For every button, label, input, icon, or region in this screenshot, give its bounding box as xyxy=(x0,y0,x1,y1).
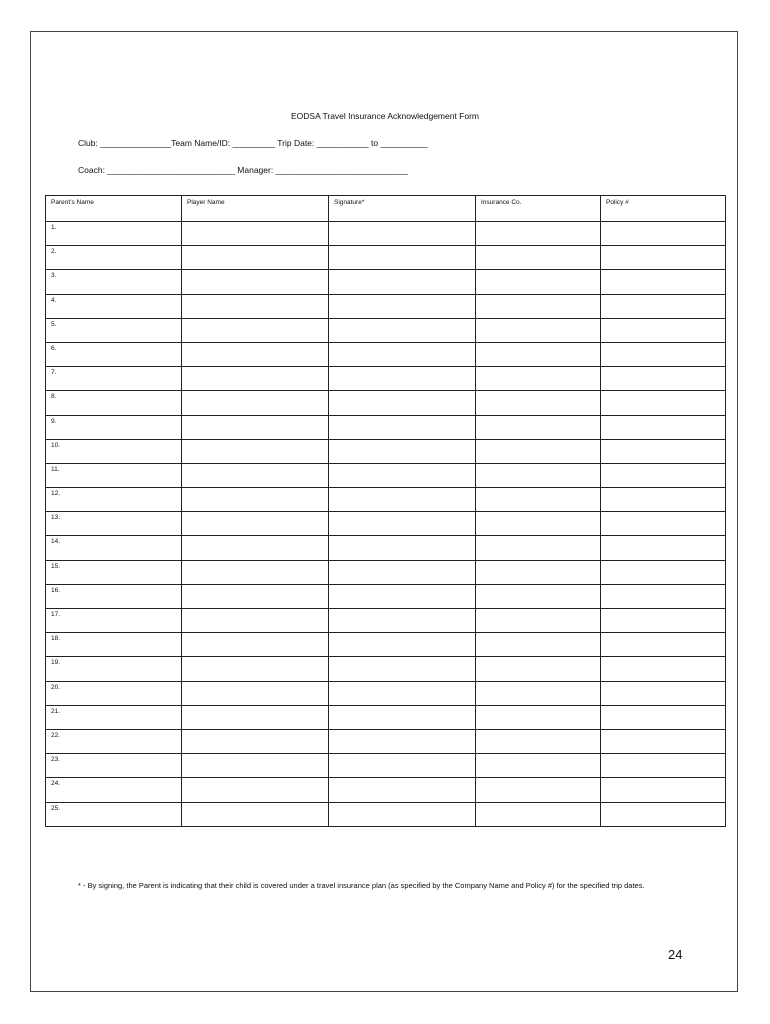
signature-cell[interactable] xyxy=(329,342,476,366)
table-row xyxy=(46,367,726,391)
signature-cell[interactable] xyxy=(329,246,476,270)
policy-number-cell[interactable] xyxy=(601,222,726,246)
insurance-co-cell[interactable] xyxy=(476,584,601,608)
parents-name-cell[interactable]: 6. xyxy=(46,342,182,366)
policy-number-cell[interactable] xyxy=(601,270,726,294)
player-name-cell[interactable] xyxy=(182,488,329,512)
parents-name-cell[interactable]: 1. xyxy=(46,222,182,246)
table-row xyxy=(46,778,726,802)
insurance-co-cell[interactable] xyxy=(476,439,601,463)
insurance-co-cell[interactable] xyxy=(476,246,601,270)
policy-number-cell[interactable] xyxy=(601,391,726,415)
policy-number-cell[interactable] xyxy=(601,633,726,657)
table-row xyxy=(46,560,726,584)
policy-number-cell[interactable] xyxy=(601,754,726,778)
policy-number-cell[interactable] xyxy=(601,246,726,270)
policy-number-cell[interactable] xyxy=(601,512,726,536)
signature-cell[interactable] xyxy=(329,657,476,681)
insurance-co-cell[interactable] xyxy=(476,705,601,729)
player-name-cell[interactable] xyxy=(182,536,329,560)
policy-number-cell[interactable] xyxy=(601,802,726,826)
signature-cell[interactable] xyxy=(329,463,476,487)
player-name-cell[interactable] xyxy=(182,391,329,415)
parents-name-cell[interactable]: 9. xyxy=(46,415,182,439)
signature-cell[interactable] xyxy=(329,512,476,536)
signature-cell[interactable] xyxy=(329,222,476,246)
insurance-co-cell[interactable] xyxy=(476,657,601,681)
table-row xyxy=(46,463,726,487)
signature-cell[interactable] xyxy=(329,729,476,753)
insurance-co-cell[interactable] xyxy=(476,463,601,487)
table-row xyxy=(46,584,726,608)
parents-name-cell[interactable]: 5. xyxy=(46,318,182,342)
coach-manager-line: Coach: ___________________________ Manager: ____________________________ xyxy=(78,165,408,175)
player-name-cell[interactable] xyxy=(182,584,329,608)
roster-body xyxy=(46,222,726,827)
table-row xyxy=(46,488,726,512)
table-row xyxy=(46,415,726,439)
parents-name-cell[interactable]: 18. xyxy=(46,633,182,657)
policy-number-cell[interactable] xyxy=(601,657,726,681)
header-player-name: Player Name xyxy=(182,196,329,222)
signature-cell[interactable] xyxy=(329,488,476,512)
player-name-cell[interactable] xyxy=(182,294,329,318)
insurance-co-cell[interactable] xyxy=(476,294,601,318)
player-name-cell[interactable] xyxy=(182,778,329,802)
header-signature: Signature* xyxy=(329,196,476,222)
insurance-co-cell[interactable] xyxy=(476,754,601,778)
parents-name-cell[interactable]: 19. xyxy=(46,657,182,681)
insurance-co-cell[interactable] xyxy=(476,391,601,415)
player-name-cell[interactable] xyxy=(182,560,329,584)
player-name-cell[interactable] xyxy=(182,681,329,705)
table-row xyxy=(46,609,726,633)
player-name-cell[interactable] xyxy=(182,318,329,342)
policy-number-cell[interactable] xyxy=(601,415,726,439)
header-policy-number: Policy # xyxy=(601,196,726,222)
header-parents-name: Parent’s Name xyxy=(46,196,182,222)
table-row xyxy=(46,754,726,778)
insurance-co-cell[interactable] xyxy=(476,488,601,512)
signature-cell[interactable] xyxy=(329,367,476,391)
parents-name-cell[interactable]: 21. xyxy=(46,705,182,729)
policy-number-cell[interactable] xyxy=(601,342,726,366)
parents-name-cell[interactable]: 24. xyxy=(46,778,182,802)
signature-cell[interactable] xyxy=(329,705,476,729)
table-row xyxy=(46,633,726,657)
signature-cell[interactable] xyxy=(329,802,476,826)
parents-name-cell[interactable]: 12. xyxy=(46,488,182,512)
player-name-cell[interactable] xyxy=(182,222,329,246)
policy-number-cell[interactable] xyxy=(601,609,726,633)
page-number: 24 xyxy=(668,947,683,962)
parents-name-cell[interactable]: 13. xyxy=(46,512,182,536)
signature-cell[interactable] xyxy=(329,633,476,657)
parents-name-cell[interactable]: 2. xyxy=(46,246,182,270)
club-team-trip-line: Club: _______________Team Name/ID: _________ Trip Date: ___________ to __________ xyxy=(78,138,428,148)
player-name-cell[interactable] xyxy=(182,415,329,439)
player-name-cell[interactable] xyxy=(182,609,329,633)
policy-number-cell[interactable] xyxy=(601,318,726,342)
roster-table xyxy=(45,195,726,827)
signature-cell[interactable] xyxy=(329,754,476,778)
parents-name-cell[interactable]: 3. xyxy=(46,270,182,294)
parents-name-cell[interactable]: 20. xyxy=(46,681,182,705)
table-row xyxy=(46,705,726,729)
signature-cell[interactable] xyxy=(329,560,476,584)
player-name-cell[interactable] xyxy=(182,705,329,729)
player-name-cell[interactable] xyxy=(182,246,329,270)
table-row xyxy=(46,681,726,705)
insurance-co-cell[interactable] xyxy=(476,633,601,657)
signature-cell[interactable] xyxy=(329,415,476,439)
insurance-co-cell[interactable] xyxy=(476,536,601,560)
insurance-co-cell[interactable] xyxy=(476,222,601,246)
policy-number-cell[interactable] xyxy=(601,560,726,584)
insurance-co-cell[interactable] xyxy=(476,342,601,366)
player-name-cell[interactable] xyxy=(182,754,329,778)
parents-name-cell[interactable]: 10. xyxy=(46,439,182,463)
player-name-cell[interactable] xyxy=(182,367,329,391)
insurance-co-cell[interactable] xyxy=(476,778,601,802)
policy-number-cell[interactable] xyxy=(601,367,726,391)
player-name-cell[interactable] xyxy=(182,633,329,657)
table-row xyxy=(46,294,726,318)
table-row xyxy=(46,222,726,246)
parents-name-cell[interactable]: 4. xyxy=(46,294,182,318)
player-name-cell[interactable] xyxy=(182,512,329,536)
parents-name-cell[interactable]: 8. xyxy=(46,391,182,415)
player-name-cell[interactable] xyxy=(182,463,329,487)
policy-number-cell[interactable] xyxy=(601,439,726,463)
signature-cell[interactable] xyxy=(329,584,476,608)
parents-name-cell[interactable]: 11. xyxy=(46,463,182,487)
insurance-co-cell[interactable] xyxy=(476,415,601,439)
parents-name-cell[interactable]: 17. xyxy=(46,609,182,633)
signature-cell[interactable] xyxy=(329,681,476,705)
signature-cell[interactable] xyxy=(329,270,476,294)
signature-cell[interactable] xyxy=(329,391,476,415)
policy-number-cell[interactable] xyxy=(601,294,726,318)
player-name-cell[interactable] xyxy=(182,802,329,826)
insurance-co-cell[interactable] xyxy=(476,270,601,294)
player-name-cell[interactable] xyxy=(182,729,329,753)
signature-cell[interactable] xyxy=(329,536,476,560)
signature-cell[interactable] xyxy=(329,294,476,318)
footnote: * - By signing, the Parent is indicating that their child is covered under a travel insurance plan (as specified by the Company Name and Policy #) for the specified trip dates. xyxy=(78,881,645,890)
form-title: EODSA Travel Insurance Acknowledgement Form xyxy=(290,111,480,121)
policy-number-cell[interactable] xyxy=(601,778,726,802)
insurance-co-cell[interactable] xyxy=(476,367,601,391)
policy-number-cell[interactable] xyxy=(601,488,726,512)
table-row xyxy=(46,729,726,753)
header-insurance-co: Insurance Co. xyxy=(476,196,601,222)
policy-number-cell[interactable] xyxy=(601,584,726,608)
policy-number-cell[interactable] xyxy=(601,536,726,560)
policy-number-cell[interactable] xyxy=(601,463,726,487)
table-row xyxy=(46,536,726,560)
insurance-co-cell[interactable] xyxy=(476,802,601,826)
parents-name-cell[interactable]: 22. xyxy=(46,729,182,753)
parents-name-cell[interactable]: 25. xyxy=(46,802,182,826)
insurance-co-cell[interactable] xyxy=(476,729,601,753)
insurance-co-cell[interactable] xyxy=(476,681,601,705)
policy-number-cell[interactable] xyxy=(601,681,726,705)
table-row xyxy=(46,391,726,415)
parents-name-cell[interactable]: 14. xyxy=(46,536,182,560)
player-name-cell[interactable] xyxy=(182,342,329,366)
table-row xyxy=(46,512,726,536)
table-row xyxy=(46,439,726,463)
table-row xyxy=(46,246,726,270)
parents-name-cell[interactable]: 23. xyxy=(46,754,182,778)
table-row xyxy=(46,270,726,294)
player-name-cell[interactable] xyxy=(182,270,329,294)
insurance-co-cell[interactable] xyxy=(476,318,601,342)
signature-cell[interactable] xyxy=(329,318,476,342)
table-row xyxy=(46,657,726,681)
table-row xyxy=(46,318,726,342)
parents-name-cell[interactable]: 16. xyxy=(46,584,182,608)
insurance-co-cell[interactable] xyxy=(476,609,601,633)
signature-cell[interactable] xyxy=(329,778,476,802)
player-name-cell[interactable] xyxy=(182,657,329,681)
signature-cell[interactable] xyxy=(329,609,476,633)
table-header-row xyxy=(46,196,726,222)
player-name-cell[interactable] xyxy=(182,439,329,463)
policy-number-cell[interactable] xyxy=(601,729,726,753)
table-row xyxy=(46,802,726,826)
policy-number-cell[interactable] xyxy=(601,705,726,729)
table-row xyxy=(46,342,726,366)
parents-name-cell[interactable]: 7. xyxy=(46,367,182,391)
insurance-co-cell[interactable] xyxy=(476,512,601,536)
signature-cell[interactable] xyxy=(329,439,476,463)
parents-name-cell[interactable]: 15. xyxy=(46,560,182,584)
insurance-co-cell[interactable] xyxy=(476,560,601,584)
